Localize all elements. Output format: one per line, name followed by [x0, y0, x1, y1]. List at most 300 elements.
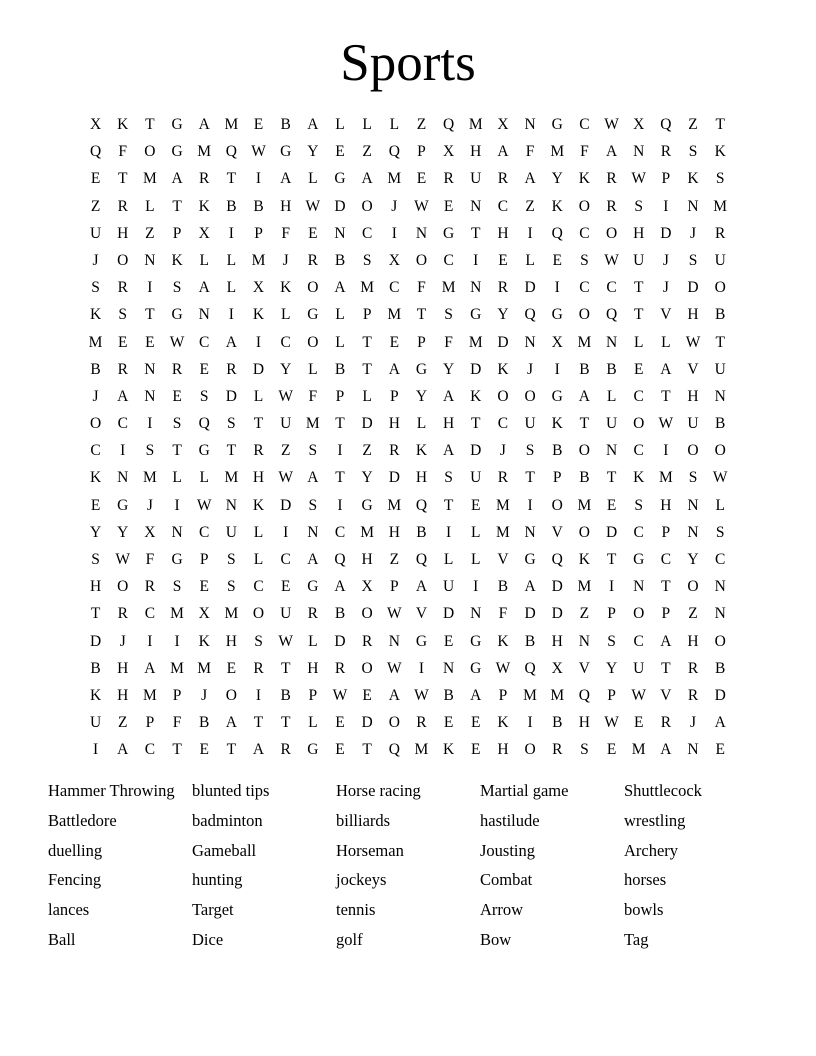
grid-letter: I: [391, 224, 397, 242]
grid-letter: O: [524, 741, 536, 759]
grid-row: [82, 736, 734, 763]
grid-letter: S: [444, 469, 453, 487]
grid-letter: V: [551, 523, 563, 541]
grid-letter: I: [527, 714, 533, 732]
grid-letter: G: [171, 551, 183, 568]
grid-letter: T: [661, 387, 671, 405]
grid-letter: K: [714, 143, 726, 161]
grid-letter: D: [388, 469, 400, 487]
grid-letter: M: [224, 605, 239, 623]
word-search-grid: [82, 111, 734, 764]
grid-letter: N: [605, 333, 618, 351]
grid-letter: K: [551, 197, 563, 215]
grid-letter: T: [362, 333, 372, 351]
grid-letter: J: [391, 197, 398, 215]
grid-letter: Z: [118, 714, 128, 732]
word-list-item: Horse racing: [336, 781, 421, 800]
grid-letter: E: [471, 714, 481, 732]
grid-letter: H: [578, 714, 590, 732]
grid-letter: P: [254, 224, 263, 242]
grid-letter: S: [525, 442, 535, 460]
grid-letter: L: [145, 197, 155, 215]
grid-letter: S: [688, 469, 698, 487]
grid-letter: C: [199, 523, 210, 541]
grid-letter: S: [172, 578, 182, 596]
grid-letter: X: [361, 578, 373, 596]
grid-letter: T: [606, 551, 617, 568]
grid-letter: N: [470, 605, 482, 623]
grid-letter: A: [198, 279, 210, 297]
grid-letter: Z: [280, 442, 291, 460]
grid-letter: J: [92, 251, 99, 269]
grid-letter: Y: [551, 170, 563, 188]
grid-letter: E: [633, 360, 644, 378]
grid-letter: X: [551, 659, 563, 677]
grid-letter: K: [578, 551, 590, 568]
grid-letter: Y: [307, 143, 319, 161]
word-list-item: Combat: [480, 870, 533, 890]
grid-letter: L: [633, 333, 644, 351]
grid-letter: D: [225, 387, 237, 405]
grid-letter: I: [337, 496, 343, 514]
grid-letter: L: [308, 170, 318, 188]
grid-letter: A: [117, 741, 129, 759]
grid-letter: E: [199, 578, 209, 596]
grid-letter: T: [118, 170, 128, 188]
grid-letter: U: [633, 659, 645, 677]
grid-letter: C: [253, 578, 264, 596]
grid-letter: S: [634, 197, 644, 215]
grid-letter: K: [470, 387, 482, 405]
grid-letter: H: [388, 415, 400, 433]
grid-letter: N: [443, 659, 455, 677]
grid-letter: I: [446, 523, 452, 541]
grid-letter: L: [525, 251, 535, 269]
grid-letter: E: [471, 496, 481, 514]
grid-letter: O: [361, 605, 373, 623]
grid-letter: T: [145, 116, 155, 133]
grid-letter: X: [144, 523, 156, 541]
grid-letter: U: [280, 605, 292, 623]
grid-row: [82, 682, 734, 709]
grid-letter: G: [171, 306, 183, 324]
grid-letter: T: [661, 578, 671, 596]
grid-letter: G: [551, 116, 563, 133]
grid-letter: I: [663, 197, 669, 215]
grid-letter: U: [714, 251, 726, 269]
grid-letter: B: [579, 360, 590, 378]
grid-letter: E: [280, 578, 291, 596]
grid-letter: L: [416, 415, 427, 433]
grid-letter: D: [334, 197, 346, 215]
grid-letter: B: [715, 415, 726, 433]
grid-letter: M: [142, 170, 157, 188]
grid-letter: N: [415, 224, 428, 242]
grid-letter: Q: [443, 116, 455, 133]
word-list-item: Martial game: [480, 781, 569, 800]
grid-row: [82, 220, 734, 247]
grid-letter: G: [470, 659, 482, 677]
grid-letter: E: [253, 116, 264, 133]
grid-letter: A: [497, 143, 509, 161]
grid-letter: L: [389, 116, 400, 133]
grid-letter: S: [172, 415, 182, 433]
grid-letter: R: [606, 170, 617, 188]
grid-letter: H: [388, 523, 400, 541]
grid-letter: N: [144, 387, 156, 405]
grid-letter: R: [334, 659, 346, 677]
grid-letter: F: [444, 333, 453, 351]
grid-letter: L: [226, 251, 237, 269]
grid-letter: E: [335, 714, 345, 732]
grid-letter: F: [308, 387, 318, 405]
grid-letter: H: [117, 659, 129, 677]
grid-letter: W: [631, 170, 647, 188]
grid-row: [82, 193, 734, 220]
grid-letter: U: [443, 578, 455, 596]
grid-letter: A: [578, 387, 590, 405]
grid-letter: M: [387, 306, 402, 324]
grid-letter: E: [715, 741, 725, 759]
grid-letter: G: [470, 632, 482, 650]
grid-letter: S: [227, 415, 236, 433]
grid-letter: E: [226, 659, 237, 677]
grid-letter: P: [389, 578, 399, 596]
grid-letter: W: [712, 469, 728, 487]
grid-letter: H: [687, 632, 699, 650]
grid-letter: B: [334, 251, 346, 269]
grid-letter: O: [633, 415, 645, 433]
grid-letter: H: [117, 686, 129, 704]
grid-letter: T: [226, 442, 237, 460]
grid-letter: T: [362, 741, 372, 759]
grid-letter: K: [497, 360, 509, 378]
grid-letter: G: [334, 170, 346, 188]
grid-letter: B: [579, 469, 590, 487]
grid-letter: K: [497, 714, 509, 732]
grid-letter: O: [252, 605, 265, 623]
grid-letter: R: [117, 360, 128, 378]
grid-letter: X: [198, 224, 210, 242]
grid-letter: A: [415, 578, 428, 596]
grid-letter: F: [417, 279, 426, 297]
grid-letter: W: [604, 251, 619, 269]
grid-letter: B: [280, 116, 291, 133]
grid-letter: G: [171, 116, 183, 133]
grid-letter: T: [335, 469, 345, 487]
grid-letter: A: [334, 279, 346, 297]
grid-letter: K: [89, 306, 102, 324]
grid-letter: P: [607, 605, 616, 623]
grid-letter: Y: [89, 523, 102, 541]
grid-letter: H: [687, 387, 699, 405]
grid-letter: B: [606, 360, 617, 378]
grid-letter: U: [633, 251, 645, 269]
grid-letter: O: [117, 251, 129, 269]
grid-letter: R: [117, 197, 128, 215]
grid-letter: B: [334, 360, 346, 378]
grid-letter: S: [580, 251, 589, 269]
word-list-item: duelling: [48, 840, 103, 860]
grid-letter: S: [227, 578, 236, 596]
grid-letter: E: [90, 170, 101, 188]
grid-letter: R: [552, 741, 563, 759]
grid-letter: S: [199, 387, 209, 405]
grid-letter: N: [687, 741, 699, 759]
grid-letter: M: [550, 143, 565, 161]
grid-letter: R: [171, 360, 183, 378]
grid-letter: C: [606, 279, 617, 297]
grid-letter: C: [280, 551, 291, 568]
grid-letter: A: [524, 170, 536, 188]
grid-letter: E: [172, 387, 182, 405]
grid-letter: M: [360, 523, 375, 541]
grid-letter: O: [117, 578, 129, 596]
grid-letter: M: [550, 686, 565, 704]
grid-letter: K: [687, 170, 699, 188]
grid-letter: M: [658, 469, 673, 487]
grid-letter: Q: [551, 224, 563, 242]
word-list-item: Archery: [624, 840, 679, 860]
grid-letter: N: [578, 632, 590, 650]
grid-letter: C: [334, 523, 346, 541]
grid-letter: R: [687, 686, 699, 704]
grid-letter: D: [334, 632, 346, 650]
grid-letter: N: [524, 116, 536, 133]
grid-letter: T: [471, 415, 481, 433]
grid-letter: G: [415, 360, 428, 378]
grid-letter: I: [147, 415, 153, 433]
grid-letter: X: [443, 143, 455, 161]
grid-letter: A: [714, 714, 726, 732]
grid-letter: Q: [415, 496, 428, 514]
grid-letter: A: [388, 686, 400, 704]
grid-letter: H: [633, 224, 645, 242]
grid-letter: O: [388, 714, 400, 732]
grid-letter: B: [226, 197, 237, 215]
grid-row: [82, 492, 734, 519]
grid-letter: R: [443, 170, 454, 188]
grid-letter: S: [118, 306, 128, 324]
grid-letter: R: [715, 224, 726, 242]
grid-letter: Q: [605, 306, 618, 324]
grid-letter: E: [389, 333, 400, 351]
grid-letter: S: [254, 632, 263, 650]
grid-letter: D: [551, 605, 563, 623]
grid-letter: O: [633, 605, 645, 623]
grid-letter: L: [280, 306, 291, 324]
grid-letter: W: [169, 333, 185, 351]
grid-row: [82, 655, 734, 682]
grid-letter: N: [524, 523, 536, 541]
word-list-item: Tag: [624, 929, 649, 949]
grid-letter: M: [468, 333, 483, 351]
grid-letter: O: [714, 632, 726, 650]
grid-letter: Q: [524, 659, 536, 677]
grid-letter: R: [389, 442, 400, 460]
grid-letter: Z: [579, 605, 590, 623]
grid-letter: O: [415, 251, 428, 269]
grid-letter: P: [145, 714, 155, 732]
grid-letter: U: [470, 170, 482, 188]
grid-letter: R: [497, 469, 509, 487]
grid-letter: H: [225, 632, 237, 650]
word-list-item: lances: [48, 900, 90, 920]
word-list-item: Ball: [48, 929, 76, 949]
grid-letter: C: [144, 605, 156, 623]
grid-row: [82, 165, 734, 192]
grid-letter: S: [308, 496, 318, 514]
grid-letter: G: [307, 306, 319, 324]
grid-letter: A: [280, 170, 292, 188]
grid-letter: M: [170, 659, 184, 677]
grid-letter: A: [443, 442, 455, 460]
word-list-item: Dice: [192, 929, 224, 949]
grid-letter: A: [660, 360, 672, 378]
grid-letter: O: [361, 197, 373, 215]
grid-letter: M: [360, 279, 375, 297]
grid-letter: O: [144, 143, 156, 161]
grid-letter: H: [660, 496, 672, 514]
grid-letter: D: [470, 442, 482, 460]
grid-letter: V: [660, 306, 672, 324]
word-list-item: hunting: [192, 870, 243, 890]
grid-letter: N: [633, 578, 645, 596]
grid-letter: P: [417, 143, 426, 161]
grid-letter: Z: [145, 224, 155, 242]
grid-letter: S: [444, 306, 453, 324]
grid-letter: A: [198, 116, 210, 133]
grid-letter: K: [198, 197, 210, 215]
grid-letter: B: [416, 523, 427, 541]
grid-letter: T: [661, 659, 671, 677]
grid-letter: R: [660, 143, 672, 161]
grid-letter: J: [689, 714, 697, 732]
grid-letter: L: [308, 714, 318, 732]
grid-letter: N: [171, 523, 183, 541]
grid-letter: W: [631, 686, 647, 704]
grid-letter: B: [497, 578, 509, 596]
grid-letter: Q: [551, 551, 563, 568]
grid-letter: M: [523, 686, 537, 704]
grid-letter: N: [307, 523, 319, 541]
grid-letter: A: [524, 578, 536, 596]
word-list-item: Fencing: [48, 870, 102, 890]
grid-letter: T: [226, 741, 237, 759]
grid-row: [82, 138, 734, 165]
word-list: [48, 776, 768, 955]
grid-letter: F: [281, 224, 290, 242]
grid-letter: U: [605, 415, 618, 433]
grid-letter: D: [470, 360, 482, 378]
grid-letter: A: [225, 714, 237, 732]
grid-letter: W: [278, 387, 293, 405]
grid-letter: K: [578, 170, 590, 188]
grid-letter: A: [361, 170, 373, 188]
grid-letter: N: [117, 469, 129, 487]
grid-letter: S: [91, 551, 100, 568]
grid-letter: T: [335, 415, 345, 433]
grid-letter: R: [606, 197, 617, 215]
grid-letter: U: [225, 523, 237, 541]
grid-letter: O: [225, 686, 237, 704]
grid-letter: W: [414, 686, 429, 704]
grid-letter: E: [118, 333, 128, 351]
grid-letter: L: [253, 551, 264, 568]
grid-letter: Y: [280, 360, 292, 378]
grid-letter: P: [335, 387, 345, 405]
grid-letter: B: [253, 197, 264, 215]
grid-letter: E: [443, 197, 454, 215]
grid-letter: G: [470, 306, 482, 324]
grid-letter: D: [497, 333, 509, 351]
grid-letter: K: [89, 469, 102, 487]
grid-letter: I: [255, 170, 262, 188]
grid-letter: C: [389, 279, 400, 297]
grid-letter: H: [89, 578, 102, 596]
word-list-item: wrestling: [624, 810, 686, 830]
grid-letter: M: [224, 469, 239, 487]
word-list-item: golf: [336, 929, 363, 949]
grid-letter: J: [201, 686, 208, 704]
grid-letter: E: [335, 143, 345, 161]
grid-letter: T: [443, 496, 454, 514]
grid-letter: A: [307, 116, 319, 133]
grid-letter: X: [198, 605, 210, 623]
grid-letter: Q: [524, 306, 536, 324]
grid-letter: L: [308, 632, 318, 650]
grid-letter: Q: [334, 551, 346, 568]
grid-letter: U: [89, 714, 102, 732]
grid-row: [82, 383, 734, 410]
grid-letter: L: [443, 551, 454, 568]
grid-letter: B: [90, 360, 101, 378]
grid-letter: U: [714, 360, 726, 378]
grid-letter: E: [145, 333, 155, 351]
grid-row: [82, 519, 734, 546]
grid-letter: C: [144, 741, 156, 759]
grid-row: [82, 546, 734, 573]
grid-letter: E: [416, 170, 427, 188]
grid-letter: U: [280, 415, 292, 433]
grid-letter: A: [660, 741, 672, 759]
grid-letter: M: [142, 469, 157, 487]
grid-letter: N: [714, 578, 726, 596]
grid-letter: T: [253, 415, 264, 433]
grid-letter: R: [307, 605, 318, 623]
grid-letter: S: [715, 170, 725, 188]
grid-letter: K: [171, 251, 183, 269]
grid-letter: G: [198, 442, 210, 460]
grid-letter: W: [685, 333, 701, 351]
grid-letter: M: [496, 496, 510, 514]
grid-letter: T: [90, 605, 101, 623]
grid-letter: S: [172, 279, 182, 297]
grid-letter: T: [253, 714, 264, 732]
grid-letter: S: [91, 279, 100, 297]
grid-letter: E: [471, 741, 481, 759]
grid-letter: L: [362, 116, 372, 133]
grid-letter: S: [688, 143, 698, 161]
grid-letter: J: [146, 496, 153, 514]
grid-letter: M: [197, 143, 212, 161]
grid-letter: H: [117, 224, 129, 242]
grid-letter: D: [660, 224, 672, 242]
grid-letter: Z: [688, 605, 698, 623]
grid-letter: L: [308, 360, 318, 378]
grid-letter: I: [120, 442, 126, 460]
word-list-item: Shuttlecock: [624, 781, 702, 800]
